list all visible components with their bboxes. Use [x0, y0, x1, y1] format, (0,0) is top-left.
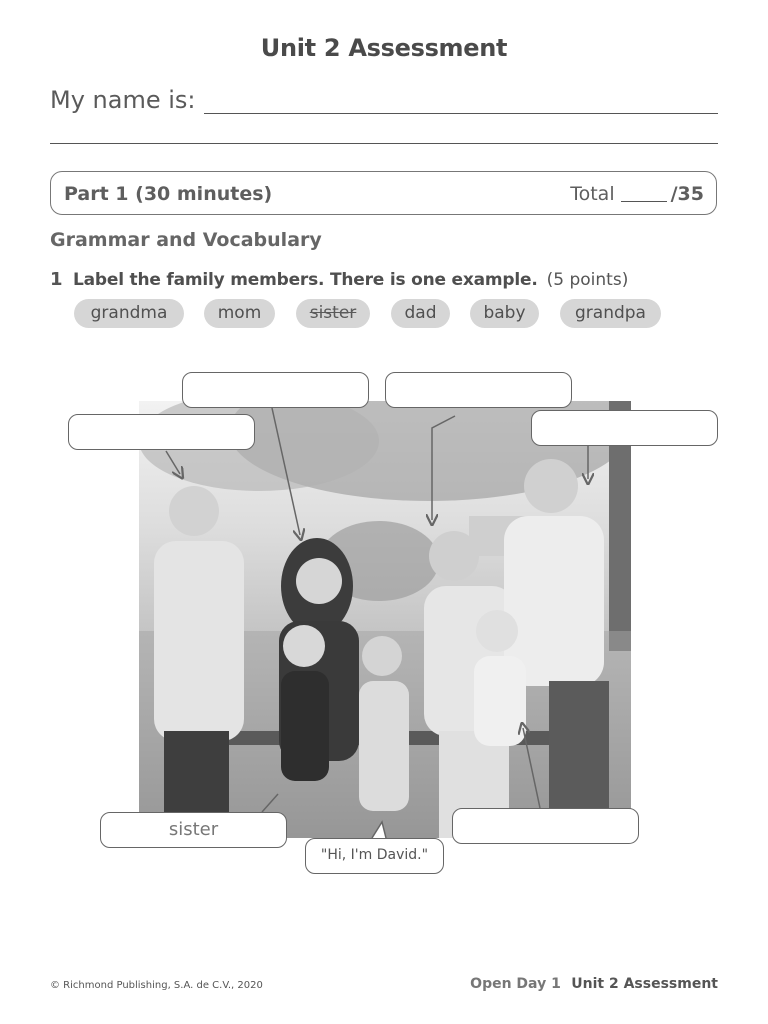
total-score	[570, 183, 704, 205]
footer-title	[470, 976, 718, 992]
total-label: Total	[570, 183, 615, 205]
label-box-top-middle[interactable]	[385, 372, 572, 408]
name-row	[50, 84, 718, 114]
footer-series: Open Day 1	[470, 976, 561, 992]
name-blank[interactable]	[204, 89, 719, 114]
question-text: Label the family members. There is one example.	[73, 270, 538, 290]
footer-unit: Unit 2 Assessment	[571, 976, 718, 992]
word-chip-dad: dad	[391, 299, 450, 328]
section-title: Grammar and Vocabulary	[50, 229, 322, 251]
page-title: Unit 2 Assessment	[260, 34, 508, 62]
speech-bubble: "Hi, I'm David."	[305, 838, 444, 874]
question-points: (5 points)	[546, 270, 629, 290]
family-photo-illustration	[139, 401, 631, 838]
question-1	[50, 269, 628, 290]
word-chip-grandma: grandma	[74, 299, 184, 328]
word-chip-grandpa: grandpa	[560, 299, 661, 328]
label-box-top-left[interactable]	[182, 372, 369, 408]
word-chip-mom: mom	[204, 299, 275, 328]
question-number: 1	[50, 269, 63, 290]
total-max: /35	[670, 183, 704, 205]
label-box-bottom-right[interactable]	[452, 808, 639, 844]
word-chip-baby: baby	[470, 299, 539, 328]
copyright: © Richmond Publishing, S.A. de C.V., 2020	[50, 980, 263, 991]
part-label: Part 1 (30 minutes)	[64, 183, 273, 205]
label-box-left[interactable]	[68, 414, 255, 450]
part-header	[50, 171, 717, 215]
family-photo	[139, 401, 631, 838]
name-blank-continued[interactable]	[50, 143, 718, 144]
word-bank	[74, 299, 674, 329]
label-box-example	[100, 812, 287, 848]
name-label: My name is:	[50, 86, 196, 114]
label-box-right[interactable]	[531, 410, 718, 446]
total-blank[interactable]	[621, 200, 667, 202]
example-answer: sister	[168, 819, 219, 840]
word-chip-sister: sister	[296, 299, 370, 328]
